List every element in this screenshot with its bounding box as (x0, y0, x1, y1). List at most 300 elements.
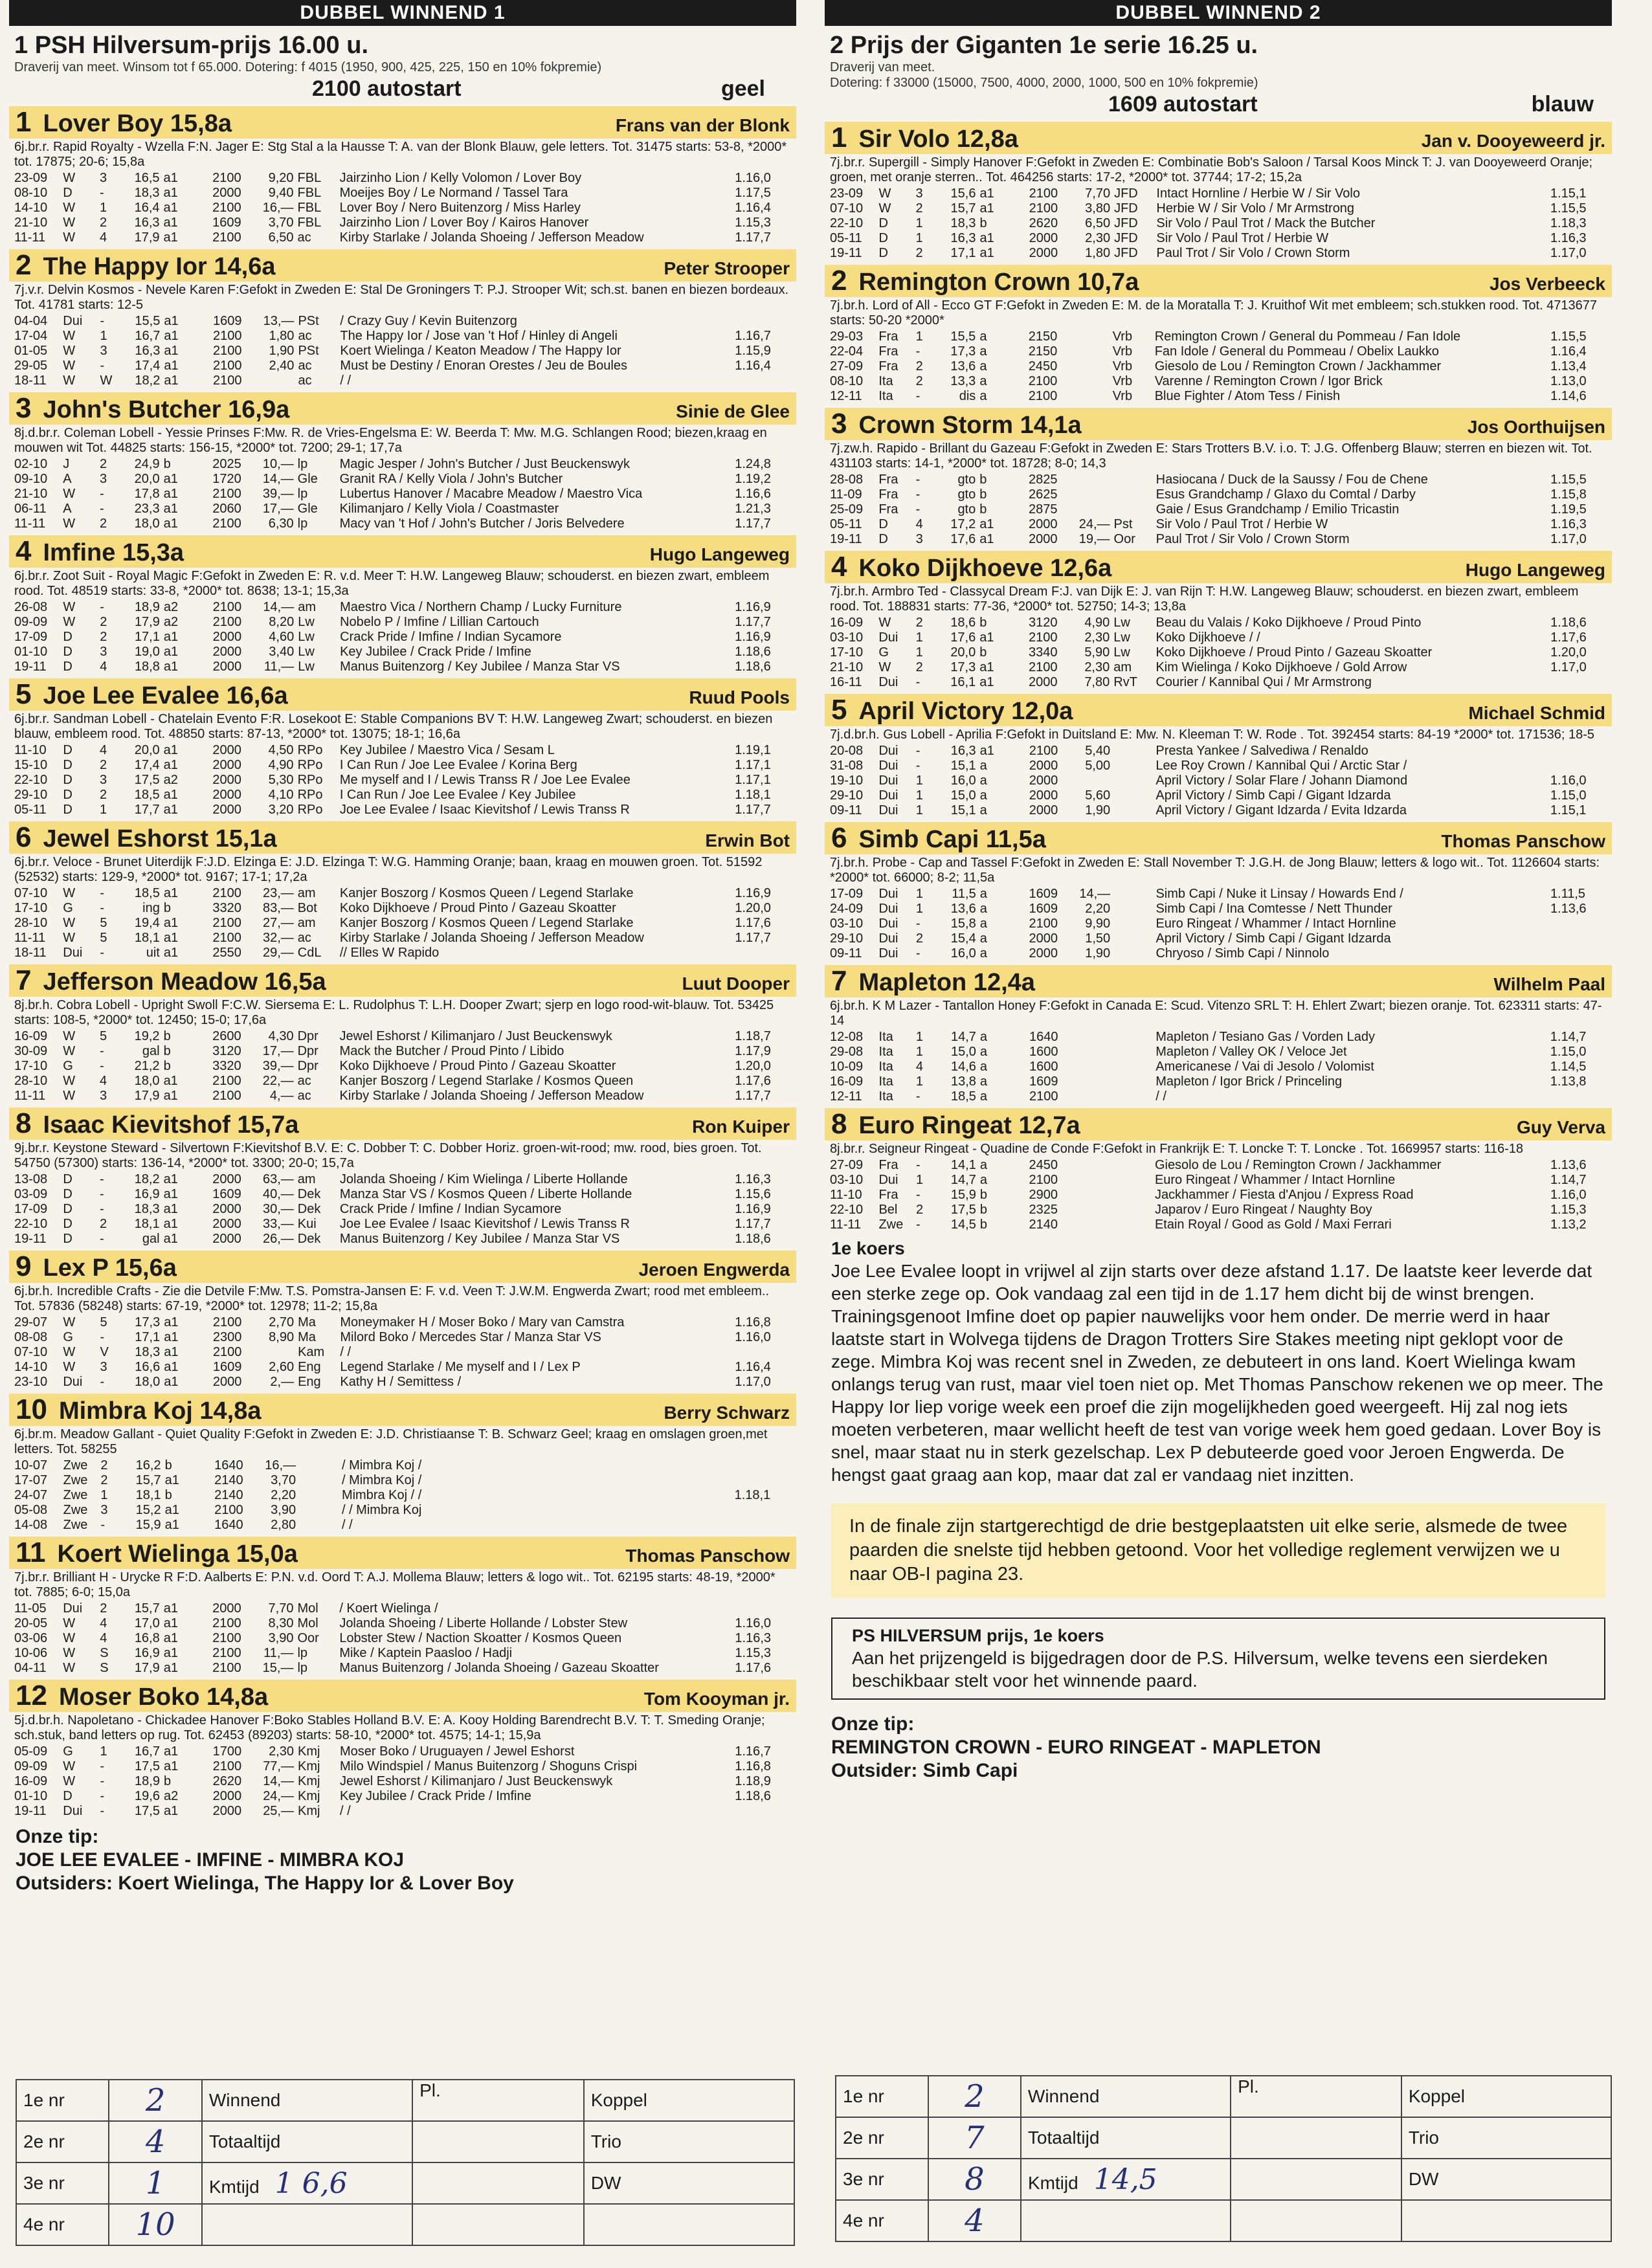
start-cell: a1 (163, 803, 178, 817)
start-cell: 03-10 (830, 917, 864, 931)
handwritten-number[interactable]: 10 (109, 2204, 201, 2245)
start-cell: 1.16,9 (735, 1202, 771, 1216)
form-mid-cell[interactable] (1021, 2200, 1231, 2241)
handwritten-number[interactable]: 8 (928, 2159, 1021, 2200)
start-cell: 1.17,1 (735, 758, 771, 772)
horse-starts-table (830, 1030, 1612, 1104)
race1-distance: 2100 autostart (312, 76, 462, 101)
start-cell (1113, 1158, 1155, 1173)
horse-entry (825, 408, 1612, 547)
start-cell: 29-03 (830, 329, 864, 344)
form-row (836, 2159, 1611, 2200)
start-cell: 2100 (212, 373, 242, 388)
start-cell: b (163, 901, 171, 915)
horse-starts-table (830, 186, 1612, 261)
start-cell: 1,80 (269, 329, 295, 343)
start-row (14, 1029, 796, 1044)
horse-starts-table (14, 1458, 796, 1533)
start-cell: J (63, 457, 70, 471)
handwritten-number[interactable]: 2 (928, 2076, 1021, 2117)
start-cell: 11-11 (14, 931, 46, 945)
horse-starts-table (830, 744, 1612, 818)
start-row (14, 916, 796, 931)
start-cell: - (100, 1759, 105, 1773)
start-cell: - (916, 1217, 921, 1232)
start-cell: 16,7 (135, 1744, 160, 1759)
start-cell: 1.15,5 (1550, 329, 1587, 344)
form-mid-cell[interactable] (202, 2162, 412, 2204)
start-cell: 1.17,7 (735, 931, 771, 945)
start-cell: b (979, 616, 987, 630)
start-cell: 17,5 (950, 1203, 976, 1217)
race1-banner: DUBBEL WINNEND 1 (9, 0, 796, 26)
start-cell: 13,— (263, 314, 295, 328)
race1-header (9, 26, 796, 102)
start-cell: 16-09 (14, 1029, 48, 1043)
start-cell (1062, 1030, 1113, 1045)
start-cell: 17,5 (135, 1804, 160, 1818)
start-row (14, 886, 796, 901)
start-cell: 1.15,8 (1550, 487, 1587, 502)
start-cell: 4 (100, 1074, 107, 1088)
start-cell: 2 (100, 1458, 108, 1473)
start-cell: 20,0 (134, 743, 160, 757)
start-cell: W (63, 1631, 76, 1645)
horse-driver: Frans van der Blonk (615, 115, 790, 135)
start-cell: 14,1 (950, 1158, 976, 1172)
start-cell: 4 (915, 1060, 923, 1074)
form-mid-cell[interactable] (202, 2204, 412, 2245)
start-cell: 8,30 (268, 1616, 294, 1630)
horse-header-bar (9, 1394, 796, 1426)
start-cell: D (63, 1202, 73, 1216)
horse-starts-table (14, 1315, 796, 1390)
start-cell: Dui (878, 1173, 899, 1187)
start-cell: V (100, 1345, 109, 1359)
start-cell: 2900 (1029, 1188, 1058, 1202)
start-cell: Dek (297, 1187, 321, 1201)
start-cell: 1,80 (1085, 246, 1111, 260)
start-cell (300, 1488, 342, 1503)
horse-driver: Peter Strooper (664, 258, 790, 278)
start-cell: 5,30 (268, 773, 294, 787)
start-cell: April Victory / Solar Flare / Johann Diamond (1155, 773, 1408, 788)
form-row-label: 1e nr (16, 2080, 109, 2121)
start-cell: 24,— (1078, 517, 1110, 531)
start-row (830, 532, 1612, 547)
form-right-cell[interactable] (584, 2204, 794, 2245)
start-cell: 16,9 (134, 1187, 160, 1201)
start-cell: 03-09 (14, 1187, 48, 1201)
horse-name: John's Butcher 16,9a (43, 396, 290, 423)
start-cell: - (915, 1089, 921, 1104)
start-cell: Mapleton / Valley OK / Veloce Jet (1155, 1045, 1347, 1059)
start-cell: 1.17,6 (1550, 630, 1587, 645)
start-cell: - (915, 389, 921, 403)
horse-entry (825, 265, 1612, 404)
horse-driver: Thomas Panschow (625, 1546, 790, 1566)
start-cell (1113, 1188, 1155, 1203)
start-cell (1550, 931, 1612, 946)
start-cell: The Happy Ior / Jose van 't Hof / Hinley di Angeli (340, 329, 618, 343)
start-cell: 17,— (262, 502, 294, 516)
start-cell: 2000 (212, 645, 242, 659)
start-cell: a (979, 1030, 988, 1044)
start-cell: Milo Windspiel / Manus Buitenzorg / Shoguns Crispi (340, 1759, 638, 1773)
start-cell: 11-11 (14, 517, 46, 531)
start-cell: Mack the Butcher / Proud Pinto / Libido (339, 1044, 564, 1058)
form-right-cell[interactable]: Trio (1401, 2117, 1611, 2159)
start-row (830, 374, 1612, 389)
start-cell: Koert Wielinga / Keaton Meadow / The Happy Ior (340, 344, 621, 358)
start-cell: 13,8 (950, 1074, 976, 1089)
start-cell: 2000 (212, 1232, 241, 1246)
start-cell: - (915, 946, 921, 961)
race1-tip-label: Onze tip: (16, 1826, 99, 1847)
horse-name-group (16, 678, 288, 717)
start-cell: W (63, 931, 76, 945)
form-right-cell[interactable]: Trio (584, 2121, 794, 2162)
start-cell (300, 1518, 342, 1533)
horse-info: 8j.br.h. Cobra Lobell - Upright Swoll F:C.W. Siersema E: L. Rudolphus T: L.H. Dooper Zwart; sjerp en logo rood-wit-blauw. Tot. 53425 starts: 108-5, *2000* tot. 12450; 15-0; 17,6a (14, 998, 774, 1027)
start-cell: - (915, 344, 921, 359)
start-cell: - (915, 759, 921, 773)
start-cell: a (979, 773, 987, 788)
start-cell: 19,0 (134, 645, 160, 659)
start-cell: 2,30 (269, 1744, 294, 1759)
start-cell: Ita (878, 1045, 893, 1059)
start-cell: W (878, 186, 891, 201)
start-cell: Milord Boko / Mercedes Star / Manza Star VS (340, 1330, 601, 1344)
start-cell: 5,90 (1084, 645, 1110, 660)
start-cell: 63,— (262, 1172, 294, 1186)
horse-name: Imfine 15,3a (43, 539, 184, 566)
form-mid-label: Kmtijd (1027, 2172, 1078, 2193)
start-cell: 1.15,0 (1550, 1045, 1587, 1059)
start-cell: 1.18,6 (735, 645, 771, 659)
start-cell: Fra (878, 1158, 899, 1172)
start-cell: Kilimanjaro / Kelly Viola / Coastmaster (339, 502, 559, 516)
start-cell: a1 (163, 230, 178, 245)
horse-header-bar (825, 694, 1612, 726)
start-cell: D (63, 186, 73, 200)
handwritten-number[interactable]: 2 (109, 2080, 201, 2121)
bet-form-1 (16, 2079, 795, 2246)
start-cell: 7,70 (1085, 186, 1111, 201)
start-cell: ing (142, 901, 160, 915)
start-cell: 1.20,0 (1550, 645, 1587, 660)
form-pl-cell[interactable]: Pl. (412, 2080, 584, 2121)
form-pl-cell[interactable] (412, 2162, 584, 2204)
start-cell: // Elles W Rapido (339, 946, 440, 960)
start-cell: 4,60 (269, 630, 295, 644)
start-cell: 11,— (263, 1646, 294, 1660)
horse-name-group (16, 1537, 298, 1575)
start-cell: 32,— (262, 931, 294, 945)
ps-heading: PS HILVERSUM prijs, 1e koers (852, 1626, 1104, 1645)
start-cell: Dui (63, 1601, 83, 1616)
start-cell: 1 (915, 216, 923, 230)
start-cell: 25,— (263, 1804, 294, 1818)
start-cell: 2000 (212, 660, 242, 674)
start-row (830, 759, 1612, 773)
start-cell: Jolanda Shoeing / Kim Wielinga / Liberte Hollande (339, 1172, 628, 1186)
form-right-cell[interactable]: DW (584, 2162, 794, 2204)
start-cell: 11-11 (14, 230, 46, 245)
start-cell (245, 1345, 298, 1360)
start-row (14, 186, 796, 201)
start-cell: 1,90 (1085, 946, 1111, 961)
start-cell: 2,60 (269, 1360, 295, 1374)
start-cell: - (916, 1158, 921, 1172)
start-cell: 3 (100, 472, 107, 486)
start-cell: 1.16,9 (735, 630, 771, 644)
start-cell: - (915, 675, 921, 689)
start-cell: 2,70 (269, 1315, 295, 1329)
start-cell: 21-10 (830, 660, 864, 674)
start-cell: b (163, 1029, 171, 1043)
start-cell: 24,9 (134, 457, 160, 471)
start-cell: 1 (100, 1744, 107, 1759)
start-cell: a1 (163, 1661, 178, 1675)
start-row (830, 675, 1612, 690)
form-mid-cell[interactable] (1021, 2117, 1231, 2159)
handwritten-number[interactable]: 7 (928, 2117, 1021, 2159)
start-cell: 2000 (1029, 532, 1058, 546)
form-pl-cell[interactable]: Pl. (1231, 2076, 1401, 2117)
start-row (830, 1203, 1612, 1217)
start-cell: / Crazy Guy / Kevin Buitenzorg (340, 314, 517, 328)
start-cell: Dui (878, 902, 899, 916)
horse-name: Jefferson Meadow 16,5a (43, 968, 326, 995)
start-cell: 1.14,7 (1550, 1030, 1587, 1044)
start-cell: 1.13,8 (1550, 1074, 1587, 1089)
start-cell: 1 (915, 645, 923, 660)
form-mid-cell[interactable] (1021, 2159, 1231, 2200)
race2-distance: 1609 autostart (1108, 92, 1258, 117)
horse-info: 6j.br.r. Veloce - Brunet Uiterdijk F:J.D. Elzinga E: J.D. Elzinga T: W.G. Hamming Oranje; baan, kraag en mouwen groen. Tot. 51592 (52532) starts: 129-9, *2000* tot. 9167; 17-1; 17,2a (14, 855, 763, 884)
horse-name-group (16, 1680, 268, 1718)
start-cell: 1.16,0 (735, 1616, 771, 1630)
horse-name-group (16, 106, 232, 145)
start-cell: 17-10 (14, 901, 48, 915)
form-pl-cell[interactable] (1231, 2200, 1401, 2241)
handwritten-number[interactable]: 4 (109, 2121, 201, 2162)
start-cell: 04-04 (14, 314, 48, 328)
start-cell: a1 (164, 314, 179, 328)
start-cell: / / (340, 1804, 351, 1818)
start-cell (1062, 502, 1114, 517)
start-cell: Lubertus Hanover / Macabre Meadow / Maestro Vica (339, 487, 643, 501)
start-cell: 15,— (262, 1661, 294, 1675)
start-cell: 17,3 (135, 1315, 161, 1329)
start-cell: 6,30 (268, 517, 294, 531)
start-cell: 15,7 (134, 1601, 160, 1616)
start-row (14, 329, 796, 344)
start-cell: - (100, 359, 105, 373)
start-cell: D (63, 645, 73, 659)
start-row (14, 457, 796, 472)
start-cell: / / Mimbra Koj (341, 1503, 422, 1517)
start-row (830, 1173, 1612, 1188)
form-right-cell[interactable] (1401, 2200, 1611, 2241)
race1-column (9, 0, 796, 1899)
start-cell: April Victory / Simb Capi / Gigant Idzarda (1155, 788, 1391, 803)
start-cell: a1 (164, 1330, 179, 1344)
start-cell: Beau du Valais / Koko Dijkhoeve / Proud Pinto (1155, 616, 1422, 630)
start-cell: FBL (297, 201, 322, 215)
start-cell: Manus Buitenzorg / Key Jubilee / Manza Star VS (339, 1232, 620, 1246)
start-cell: 01-05 (14, 344, 48, 358)
start-row (14, 1473, 796, 1488)
form-pl-cell[interactable] (412, 2121, 584, 2162)
start-cell: 16-09 (830, 616, 864, 630)
start-cell: Gle (297, 502, 318, 516)
form-mid-cell[interactable] (202, 2080, 412, 2121)
horse-starts-table (14, 171, 796, 245)
start-cell: 3,90 (271, 1503, 296, 1517)
form-pl-cell[interactable] (1231, 2117, 1401, 2159)
start-cell (1061, 344, 1112, 359)
start-cell: Vrb (1112, 389, 1133, 403)
start-cell: 1.16,4 (1550, 344, 1587, 359)
start-cell: 1609 (212, 1360, 242, 1374)
horse-starts-table (14, 1172, 796, 1247)
horse-number: 7 (16, 964, 32, 996)
start-cell: 2000 (1029, 675, 1058, 689)
handwritten-number[interactable]: 4 (928, 2200, 1021, 2241)
start-cell (735, 314, 796, 329)
start-cell: b (979, 645, 987, 660)
start-cell: a1 (164, 1345, 179, 1359)
start-cell: 1 (100, 1488, 108, 1502)
start-cell: 1.15,3 (735, 1646, 771, 1660)
horse-entry (9, 1680, 796, 1819)
start-cell: 1,50 (1085, 931, 1111, 946)
start-cell: Pst (1113, 517, 1133, 531)
form-right-cell[interactable]: DW (1401, 2159, 1611, 2200)
horse-entry (9, 821, 796, 961)
form-pl-cell[interactable] (412, 2204, 584, 2245)
start-row (830, 887, 1612, 902)
start-cell: 20,0 (950, 645, 976, 660)
horse-header-bar (825, 408, 1612, 440)
start-cell: 2,— (270, 1375, 295, 1389)
start-cell: 19-11 (830, 532, 862, 546)
start-cell (1062, 773, 1114, 788)
start-cell (735, 1473, 796, 1488)
start-cell: 1.13,2 (1550, 1217, 1587, 1232)
start-cell: 16-09 (830, 1074, 864, 1089)
start-cell: 17-04 (14, 329, 48, 343)
start-cell: b (979, 1188, 987, 1202)
start-cell: 15,6 (950, 186, 976, 201)
start-cell: 1.14,5 (1550, 1060, 1587, 1074)
start-row (830, 487, 1612, 502)
start-cell (1550, 1089, 1612, 1104)
start-cell: Dui (63, 314, 83, 328)
start-cell: Mike / Kaptein Paasloo / Hadji (339, 1646, 513, 1660)
start-cell: PSt (298, 314, 319, 328)
start-cell: 2000 (212, 1172, 241, 1186)
start-cell: 01-10 (14, 645, 48, 659)
start-cell: 2000 (1029, 931, 1058, 946)
start-cell: Kirby Starlake / Jolanda Shoeing / Jefferson Meadow (339, 1089, 644, 1103)
start-cell: 18,5 (950, 1089, 976, 1104)
start-cell: a1 (163, 645, 179, 659)
start-cell: 15,5 (950, 329, 976, 344)
start-cell: 17,8 (134, 487, 160, 501)
race2-tip-picks: REMINGTON CROWN - EURO RINGEAT - MAPLETON (831, 1737, 1321, 1758)
horse-name-group (16, 821, 277, 860)
horse-info: 7j.br.h. Lord of All - Ecco GT F:Gefokt in Zweden E: M. de la Moratalla T: J. Kruithof Wit met embleem; sch.stukken rood. Tot. 4713677 starts: 50-20 *2000* (830, 298, 1597, 328)
start-cell: - (100, 886, 105, 900)
start-cell: 1600 (1029, 1045, 1058, 1059)
horse-name: Mapleton 12,4a (858, 969, 1035, 996)
start-cell: 2000 (212, 758, 241, 772)
start-cell: 19,2 (134, 1029, 160, 1043)
start-cell: 1 (915, 1045, 923, 1059)
start-cell: 22-10 (14, 773, 48, 787)
start-row (14, 1601, 796, 1616)
start-cell: a1 (979, 532, 994, 546)
start-cell: 25-09 (830, 502, 864, 517)
start-cell: 11-09 (830, 487, 862, 502)
start-cell: a1 (979, 660, 994, 674)
start-cell: 5,60 (1085, 788, 1111, 803)
start-cell: 3 (100, 1089, 107, 1103)
start-row (830, 246, 1612, 261)
start-cell: D (63, 788, 73, 802)
handwritten-number[interactable]: 1 (109, 2162, 201, 2204)
form-right-cell[interactable]: Koppel (1401, 2076, 1611, 2117)
horse-info: 7j.v.r. Delvin Kosmos - Nevele Karen F:Gefokt in Zweden E: Stal De Groningers T: P.J. Strooper Wit; sch.st. banen en biezen bordeaux. Tot. 41781 starts: 12-5 (14, 283, 789, 312)
start-cell: a (979, 1045, 988, 1059)
race2-conditions: Draverij van meet. (830, 60, 935, 74)
start-cell (1114, 931, 1155, 946)
start-cell: 1.15,5 (1550, 472, 1587, 487)
start-cell: Koko Dijkhoeve / Proud Pinto / Gazeau Skoatter (339, 1059, 616, 1073)
start-cell: 1.17,6 (735, 1074, 771, 1088)
start-cell: 2100 (212, 359, 242, 373)
start-cell (300, 1503, 342, 1518)
start-cell: 08-10 (830, 374, 864, 388)
start-cell: Euro Ringeat / Whammer / Intact Hornline (1155, 917, 1396, 931)
start-cell: 2100 (212, 600, 242, 614)
start-cell: 3 (100, 773, 107, 787)
start-row (14, 487, 796, 502)
start-cell: a (979, 887, 987, 901)
form-mid-cell[interactable] (1021, 2076, 1231, 2117)
start-cell: 2000 (1029, 803, 1058, 817)
start-cell: 23-10 (14, 1375, 48, 1389)
form-pl-cell[interactable] (1231, 2159, 1401, 2200)
start-cell: RPo (297, 743, 323, 757)
horse-driver: Jeroen Engwerda (638, 1260, 790, 1280)
start-row (830, 216, 1612, 231)
start-cell: b (164, 1458, 172, 1473)
start-cell: 1.15,1 (1550, 803, 1587, 817)
start-cell: 22-10 (830, 1203, 864, 1217)
form-right-cell[interactable]: Koppel (584, 2080, 794, 2121)
horse-driver: Ruud Pools (689, 687, 790, 707)
start-cell: Vrb (1112, 359, 1133, 373)
start-cell: 2100 (1029, 186, 1058, 201)
start-cell: 2100 (212, 487, 241, 501)
start-row (830, 1060, 1612, 1074)
form-mid-cell[interactable] (202, 2121, 412, 2162)
horse-header-bar (9, 1107, 796, 1140)
